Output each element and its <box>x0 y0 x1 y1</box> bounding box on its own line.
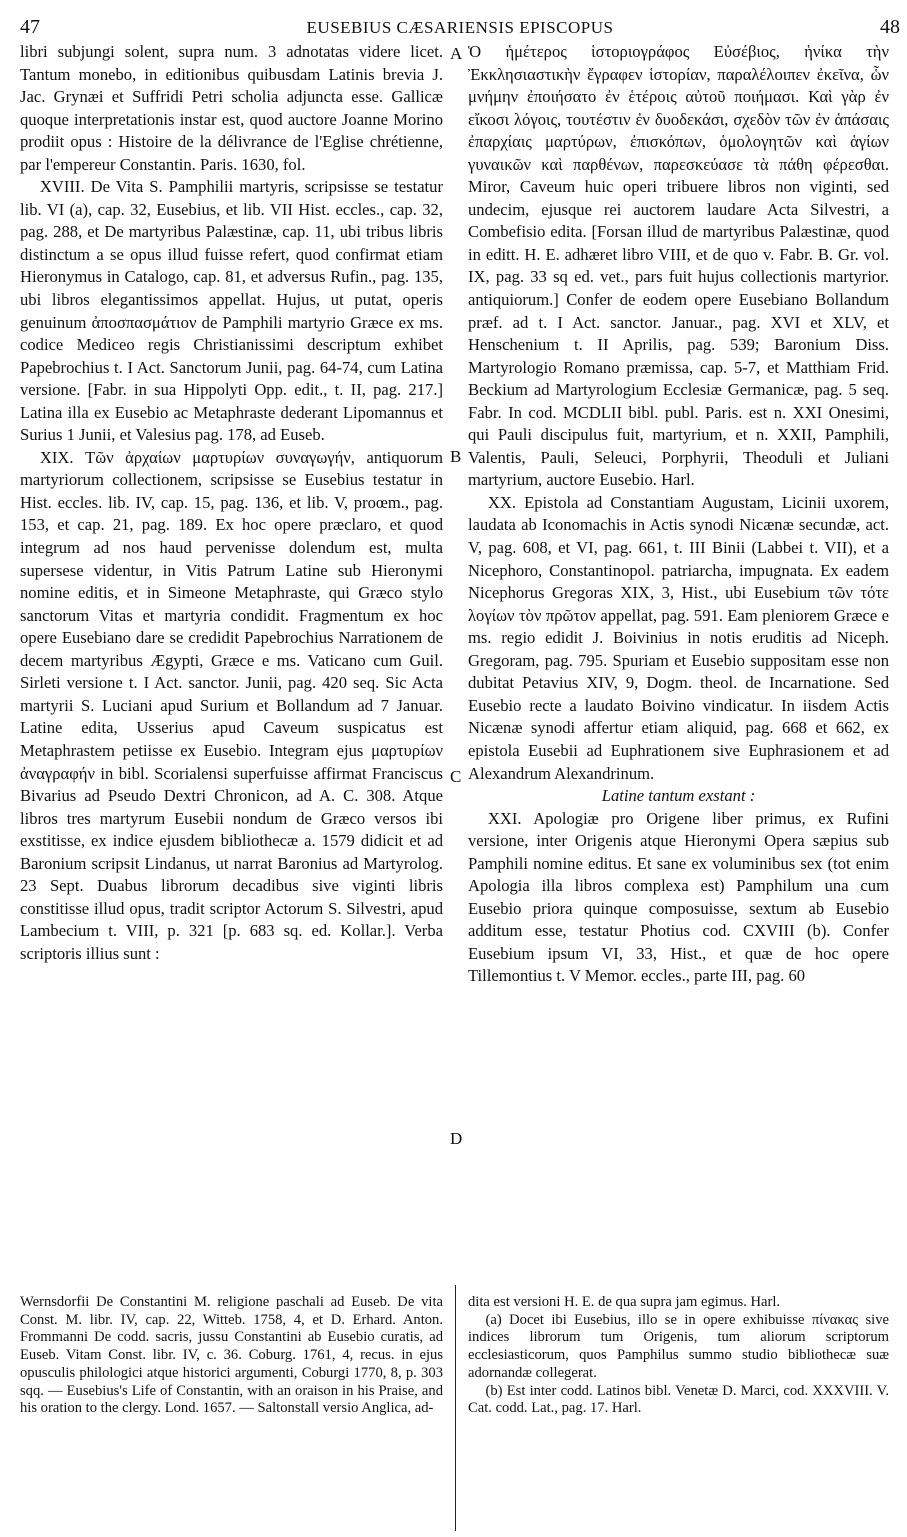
footnotes-right <box>468 1294 889 1418</box>
footnote-b: (b) Est inter codd. Latinos bibl. Venetæ D. Marci, cod. XXXVIII. V. Cat. codd. Lat., pag. 17. Harl. <box>468 1382 889 1417</box>
footnote-a: (a) Docet ibi Eusebius, illo se in opere exhibuisse πίνακας sive indices librorum tum Origenis, tum aliorum scriptorum ecclesiasticorum, quos Pamphilus summo studio bibliothecæ suæ adornandæ collegerat. <box>468 1311 889 1381</box>
subheading-latine: Latine tantum exstant : <box>601 786 756 806</box>
running-header <box>20 16 900 42</box>
section-xix: XIX. Τῶν ἀρχαίων μαρτυρίων συναγωγήν, antiquorum martyriorum collectionem, scripsisse se Eusebius testatur in Hist. eccles. lib. IV, cap. 15, pag. 136, et lib. V, proœm., pag. 153, et cap. 21, pag. 189. Ex hoc opere præclaro, et quod integrum ad nos haud pervenisse dolendum est, multa supersese videntur, in Vitis Patrum Latine sub Hieronymi nomine editis, et in Simeone Metaphraste, qui Græco stylo sanctorum Vitas et martyria condidit. Fragmentum ex hoc opere Eusebiano dare se credidit Papebrochius Narrationem de decem martyribus Ægypti, Græce e ms. Vaticano cum Guil. Sirleti versione t. I Act. sanctor. Junii, pag. 420 seq. Sic Acta martyrii S. Luciani apud Surium et Bollandum ad 7 Januar. Latine edita, Usserius apud Caveum suspicatus est Metaphrastem petiisse ex Eusebio. Integram ejus μαρτυρίων ἀναγραφήν in bibl. Scorialensi superfuisse affirmat Franciscus Bivarius ad Pseudo Dextri Chronicon, ad A. C. 308. Atque libros tres martyrum Eusebii nondum de Græco versos ibi exstitisse, ex indice ejusdem bibliothecæ a. 1579 didicit et ad Baronium scripsit Lindanus, ut narrat Baronius ad Martyrolog. 23 Sept. Duabus librorum decadibus sive viginti libris constitisse illud opus, tradit scriptor Actorum S. Silvestri, apud Lambecium t. VIII, p. 321 [p. 683 sq. ed. Kollar.]. Verba scriptoris illius sunt : <box>20 447 443 963</box>
section-xx: XX. Epistola ad Constantiam Augustam, Licinii uxorem, laudata ab Iconomachis in Actis synodi Nicænæ secundæ, act. V, pag. 608, et VI, pag. 661, t. III Binii (Labbei t. VII), et a Nicephoro, Constantinopol. patriarcha, impugnata. Ex eadem Nicephorus Gregoras XIX, 3, Hist., ubi Eusebium τῶν τότε λογίων τὸν πρῶτον appellat, pag. 591. Eam pleniorem Græce e ms. regio edidit J. Boivinius in notis eruditis ad Niceph. Gregoram, pag. 795. Spuriam et Eusebio suppositam esse non dubitat Petavius XIV, 9, Dogm. theol. de Incarnatione. Sed Eusebio recte a laudato Boivino vindicatur. In iisdem Actis Nicænæ synodi affertur etiam aliquid, pag. 668 et 662, ex epistola Eusebii ad Euphrationem sive Euphrasionem et ad Alexandrum Alexandrinum. <box>468 492 889 783</box>
page-number-right: 48 <box>880 16 900 38</box>
left-paragraph-intro: libri subjungi solent, supra num. 3 adnotatas videre licet. Tantum monebo, in editionibus quibusdam Latinis brevia J. Jac. Grynæi et Suffridi Petri scholia adjuncta esse. Gallicæ quoque interpretationis instar est, quod auctore Joanne Morino prodiit opus : Histoire de la délivrance de l'Eglise chrétienne, par l'empereur Constantin. Paris. 1630, fol. <box>20 42 443 174</box>
section-xviii: XVIII. De Vita S. Pamphilii martyris, scripsisse se testatur lib. VI (a), cap. 32, Eusebius, et lib. VII Hist. eccles., cap. 32, pag. 288, et De martyribus Palæstinæ, cap. 11, ubi tribus libris distinctum a se opus illud fuisse refert, quod confirmat etiam Hieronymus in Catalogo, cap. 81, et adversus Rufin., pag. 135, ubi libros elegantissimos appellat. Hujus, ut putat, operis genuinum ἀποσπασμάτιον de Pamphili martyrio Græce ex ms. codice Mediceo regis Christianissimi descriptum exhibet Papebrochius t. I Act. Sanctorum Junii, pag. 64-74, cum Latina versione. [Fabr. in sua Hippolyti Opp. edit., t. II, pag. 217.] Latina illa ex Eusebio ac Metaphraste dederant Lipomannus et Surius 1 Junii, et Valesius pag. 178, ad Euseb. <box>20 177 443 445</box>
running-title: EUSEBIUS CÆSARIENSIS EPISCOPUS <box>306 18 614 37</box>
footnote-continued: Wernsdorfii De Constantini M. religione paschali ad Euseb. De vita Const. M. libr. IV, cap. 22, Witteb. 1758, 4, et D. Erhard. Anton. Frommanni De codd. sacris, jussu Constantini ab Eusebio curatis, ad Euseb. Vitam Const. libr. IV, c. 36. Coburg. 1761, 4, recus. in ejus opusculis philologici atque historici argumenti, Coburgi 1770, 8, p. 303 sqq. — Eusebius's Life of Constantin, with an oraison in his Praise, and his oration to the clergy. Lond. 1657. — Saltonstall versio Anglica, ad- <box>20 1294 443 1417</box>
margin-marker-d: D <box>450 1129 463 1148</box>
page-number-left: 47 <box>20 16 40 38</box>
section-xxi: XXI. Apologiæ pro Origene liber primus, ex Rufini versione, inter Origenis atque Hieronymi Opera sæpius sub Pamphili nomine editus. Et sane ex voluminibus sex (tot enim Apologia illa libros complexa est) Pamphilum una cum Eusebio priora quinque composuisse, sextum ab Eusebio additum esse, testatur Photius cod. CXVIII (b). Confer Eusebium ipsum VI, 33, Hist., et quæ de hoc opere Tillemontius t. V Memor. eccles., parte III, pag. 60 <box>468 808 889 986</box>
margin-marker-c: C <box>450 767 462 786</box>
right-column <box>468 41 889 988</box>
footnotes-left <box>20 1294 443 1418</box>
footnote-continuation: dita est versioni H. E. de qua supra jam egimus. Harl. <box>468 1294 781 1310</box>
footnote-column-divider <box>455 1285 456 1531</box>
left-column <box>20 41 443 965</box>
margin-marker-b: B <box>450 447 462 466</box>
greek-quotation: Ὁ ἡμέτερος ἱστοριογράφος Εὐσέβιος, ἡνίκα τὴν Ἐκκλησιαστικὴν ἔγραφεν ἱστορίαν, παραλέλοιπεν ἐκεῖνα, ὧν μνήμην ἐποιήσατο ἐν ἑτέροις αὐτοῦ ποιήμασι. Καὶ γὰρ ἐν εἴκοσι λόγοις, τουτέστιν ἐν δυοδεκάσι, σχεδὸν τῶν ἐν ἁπάσαις ἐπαρχίαις μαρτύρων, ἐπισκόπων, ὁμολογητῶν καὶ ἁγίων γυναικῶν καὶ παρθένων, παρεσκεύασε τὰ πάθη φέρεσθαι. Miror, Caveum huic operi tribuere libros non viginti, sed undecim, ejusque rei auctorem laudare Acta Silvestri, a Combefisio edita. [Forsan illud de martyribus Palæstinæ, quod in editt. H. E. adhæret libro VIII, et de quo v. Fabr. B. Gr. vol. IX, pag. 33 sq ed. vet., pars fuit hujus collectionis martyrior. antiquiorum.] Confer de eodem opere Eusebiano Bollandum præf. ad t. I Act. sanctor. Januar., pag. XVI et XLV, et Henschenium t. II Aprilis, pag. 539; Baronium Diss. Martyrologio Romano præmissa, cap. 5-7, et Matthiam Frid. Beckium ad Martyrologium Ecclesiæ Germanicæ, pag. 5 seq. Fabr. In cod. MCDLII bibl. publ. Paris. est n. XXI Onesimi, qui Pauli discipulus fuit, martyrium, et n. XXII, Pamphili, Valentis, Pauli, Seleuci, Porphyrii, Theoduli et Juliani martyrium, auctore Eusebio. Harl. <box>468 42 889 490</box>
margin-marker-a: A <box>450 44 463 63</box>
